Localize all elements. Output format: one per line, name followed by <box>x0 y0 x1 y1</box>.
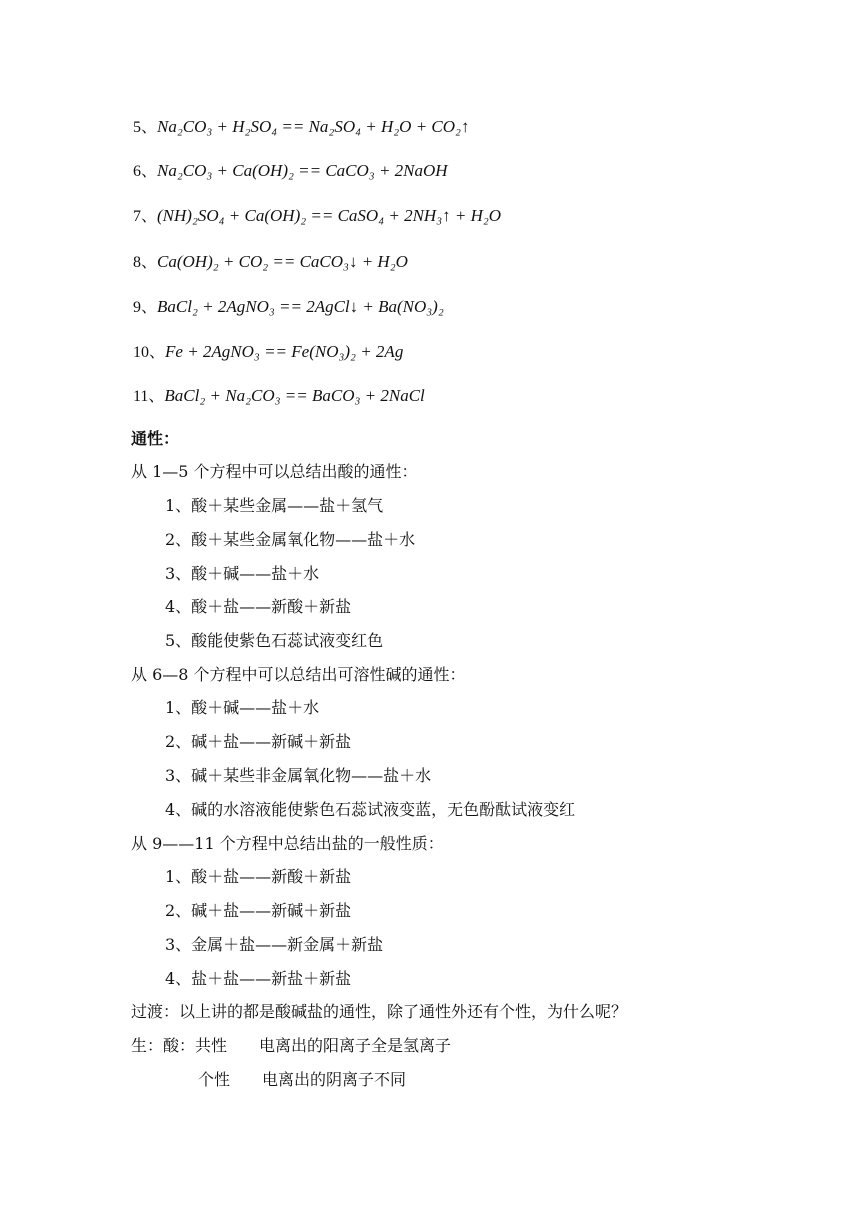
salt-intro: 从 9——11 个方程中总结出盐的一般性质： <box>131 834 444 853</box>
equation-9 <box>133 296 444 319</box>
equation-8 <box>133 251 408 274</box>
equation-number: 8、 <box>133 254 158 271</box>
base-item: 1、酸＋碱——盐＋水 <box>165 698 320 717</box>
salt-item: 3、金属＋盐——新金属＋新盐 <box>165 935 384 954</box>
equation-formula: (NH)₂SO₄ + Ca(OH)₂ == CaSO₄ + 2NH₃↑ + H₂O <box>157 206 502 225</box>
salt-item: 1、酸＋盐——新酸＋新盐 <box>165 867 352 886</box>
equation-number: 6、 <box>133 163 158 180</box>
equation-6 <box>133 160 448 183</box>
equation-10 <box>133 341 403 364</box>
equation-formula: Fe + 2AgNO₃ == Fe(NO₃)₂ + 2Ag <box>165 342 404 361</box>
acid-item: 4、酸＋盐——新酸＋新盐 <box>165 597 352 616</box>
acid-item: 5、酸能使紫色石蕊试液变红色 <box>165 631 384 650</box>
equation-7 <box>133 205 501 228</box>
salt-item: 2、碱＋盐——新碱＋新盐 <box>165 901 352 920</box>
equation-number: 10、 <box>133 344 166 361</box>
equation-11 <box>133 385 425 408</box>
base-intro: 从 6—8 个方程中可以总结出可溶性碱的通性： <box>131 665 466 684</box>
transition-text: 过渡：以上讲的都是酸碱盐的通性，除了通性外还有个性，为什么呢？ <box>131 1002 628 1021</box>
equation-number: 7、 <box>133 208 158 225</box>
equation-formula: Ca(OH)₂ + CO₂ == CaCO₃↓ + H₂O <box>157 252 408 271</box>
acid-item: 2、酸＋某些金属氧化物——盐＋水 <box>165 530 416 549</box>
student-answer-line: 生：酸：共性 电离出的阳离子全是氢离子 <box>131 1036 452 1055</box>
equation-number: 11、 <box>133 388 165 405</box>
base-item: 2、碱＋盐——新碱＋新盐 <box>165 732 352 751</box>
student-answer-line: 个性 电离出的阴离子不同 <box>198 1070 407 1089</box>
section-heading: 通性： <box>131 429 180 448</box>
salt-item: 4、盐＋盐——新盐＋新盐 <box>165 969 352 988</box>
equation-formula: BaCl₂ + 2AgNO₃ == 2AgCl↓ + Ba(NO₃)₂ <box>157 297 444 316</box>
equation-formula: Na₂CO₃ + H₂SO₄ == Na₂SO₄ + H₂O + CO₂↑ <box>157 117 470 136</box>
equation-formula: Na₂CO₃ + Ca(OH)₂ == CaCO₃ + 2NaOH <box>157 161 448 180</box>
base-item: 3、碱＋某些非金属氧化物——盐＋水 <box>165 766 432 785</box>
equation-5 <box>133 116 469 139</box>
acid-item: 3、酸＋碱——盐＋水 <box>165 564 320 583</box>
acid-intro: 从 1—5 个方程中可以总结出酸的通性： <box>131 462 418 481</box>
equation-number: 5、 <box>133 119 158 136</box>
base-item: 4、碱的水溶液能使紫色石蕊试液变蓝，无色酚酞试液变红 <box>165 800 576 819</box>
equation-number: 9、 <box>133 299 158 316</box>
equation-formula: BaCl₂ + Na₂CO₃ == BaCO₃ + 2NaCl <box>164 386 425 405</box>
acid-item: 1、酸＋某些金属——盐＋氢气 <box>165 496 384 515</box>
